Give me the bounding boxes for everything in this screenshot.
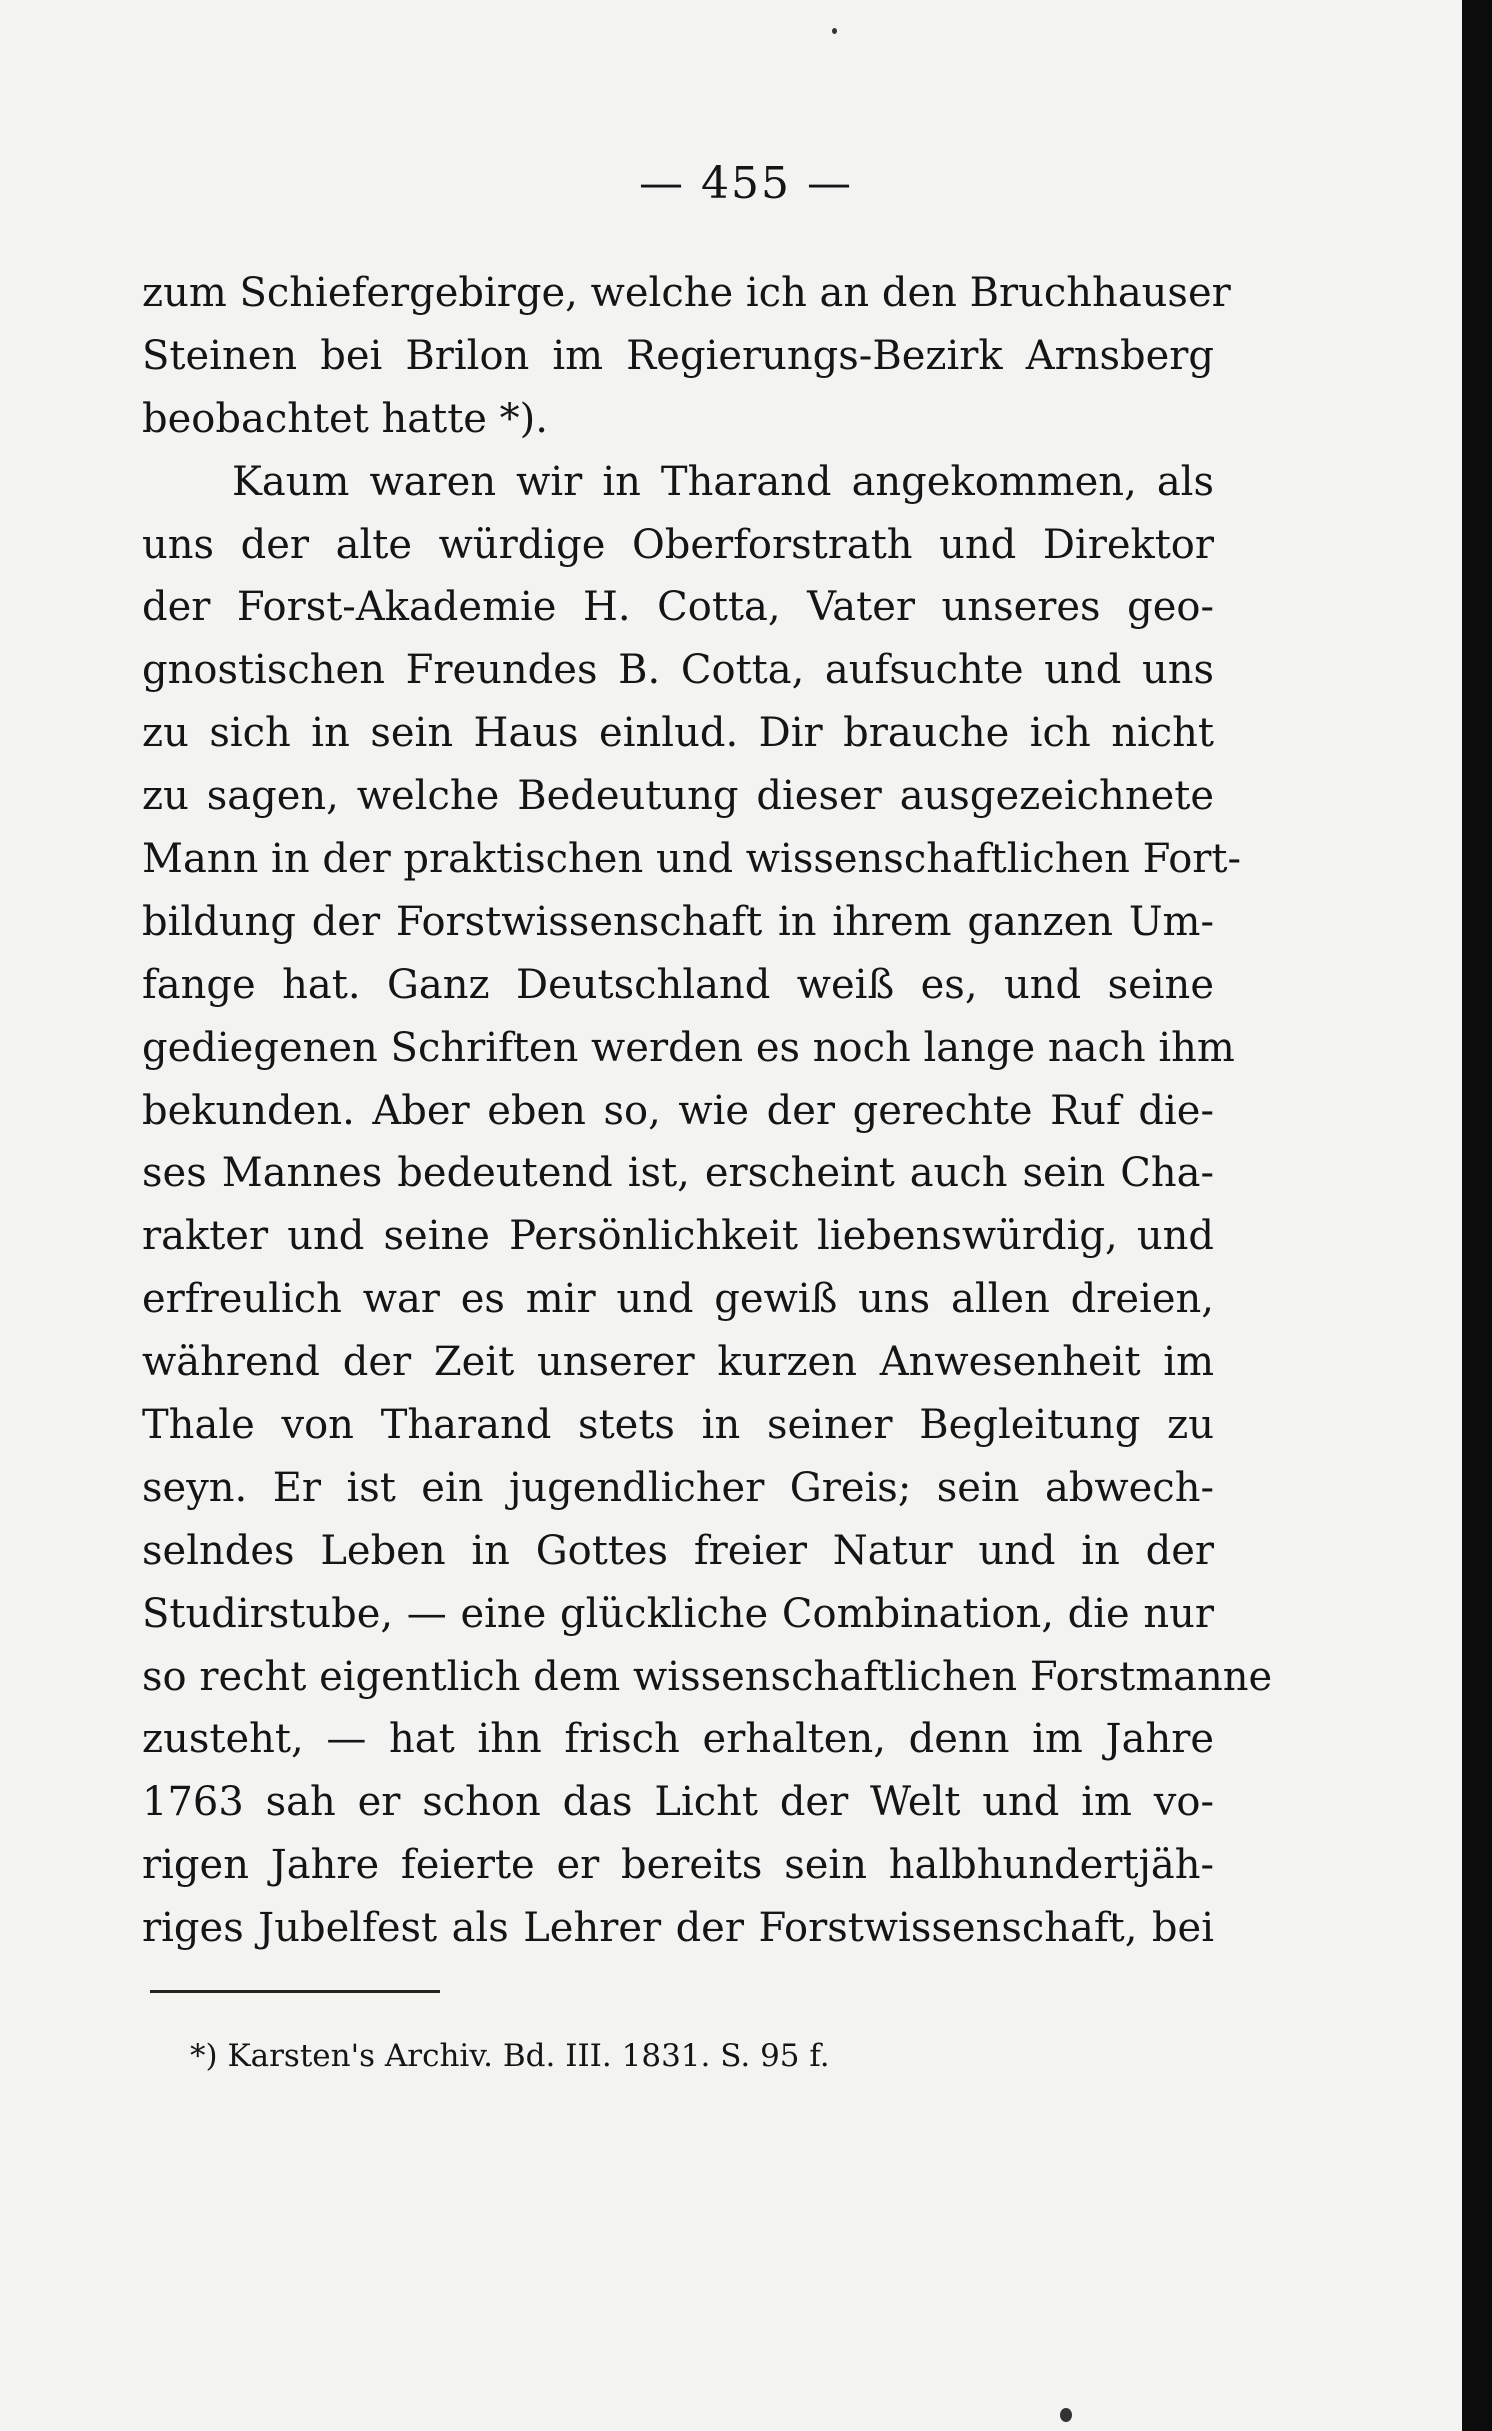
paper-speck (1060, 2408, 1072, 2422)
scan-edge (1462, 0, 1492, 2431)
text-line: Kaum waren wir in Tharand angekommen, als (232, 458, 1214, 505)
text-line: während der Zeit unserer kurzen Anwesenheit im (142, 1339, 1214, 1386)
text-line: rakter und seine Persönlichkeit liebenswürdig, und (142, 1213, 1214, 1260)
text-line: Thale von Tharand stets in seiner Begleitung zu (142, 1402, 1214, 1449)
text-line: Steinen bei Brilon im Regierungs-Bezirk Arnsberg (142, 332, 1214, 379)
text-line: uns der alte würdige Oberforstrath und Direktor (142, 521, 1214, 568)
text-line: zu sagen, welche Bedeutung dieser ausgezeichnete (142, 773, 1214, 820)
paper-speck (832, 28, 837, 34)
text-line: zu sich in sein Haus einlud. Dir brauche ich nicht (142, 710, 1214, 757)
body-text (142, 262, 1273, 1960)
text-line: so recht eigentlich dem wissenschaftlichen Forstmanne (142, 1653, 1273, 1700)
text-line: zum Schiefergebirge, welche ich an den Bruchhauser (142, 270, 1231, 316)
text-line: beobachtet hatte *). (142, 395, 548, 442)
text-line: selndes Leben in Gottes freier Natur und in der (142, 1527, 1214, 1574)
text-line: riges Jubelfest als Lehrer der Forstwissenschaft, bei (142, 1905, 1214, 1952)
text-line: fange hat. Ganz Deutschland weiß es, und seine (142, 961, 1214, 1008)
text-line: erfreulich war es mir und gewiß uns allen dreien, (142, 1276, 1214, 1323)
footnote-rule (150, 1990, 440, 1993)
text-line: zusteht, — hat ihn frisch erhalten, denn im Jahre (142, 1716, 1214, 1763)
text-line: bekunden. Aber eben so, wie der gerechte Ruf die- (142, 1087, 1214, 1134)
text-line: rigen Jahre feierte er bereits sein halbhundertjäh- (142, 1842, 1214, 1889)
text-line: ses Mannes bedeutend ist, erscheint auch sein Cha- (142, 1150, 1214, 1197)
footnote: *) Karsten's Archiv. Bd. III. 1831. S. 95 f. (190, 2038, 830, 2074)
text-line: Mann in der praktischen und wissenschaftlichen Fort- (142, 836, 1241, 883)
text-line: der Forst-Akademie H. Cotta, Vater unseres geo- (142, 584, 1214, 631)
text-line: Studirstube, — eine glückliche Combination, die nur (142, 1590, 1214, 1637)
text-line: gnostischen Freundes B. Cotta, aufsuchte und uns (142, 647, 1214, 694)
text-line: bildung der Forstwissenschaft in ihrem ganzen Um- (142, 898, 1214, 945)
text-line: gediegenen Schriften werden es noch lange nach ihm (142, 1024, 1235, 1071)
text-line: 1763 sah er schon das Licht der Welt und im vo- (142, 1779, 1214, 1826)
page-number: — 455 — (639, 158, 853, 209)
text-line: seyn. Er ist ein jugendlicher Greis; sein abwech- (142, 1464, 1214, 1511)
